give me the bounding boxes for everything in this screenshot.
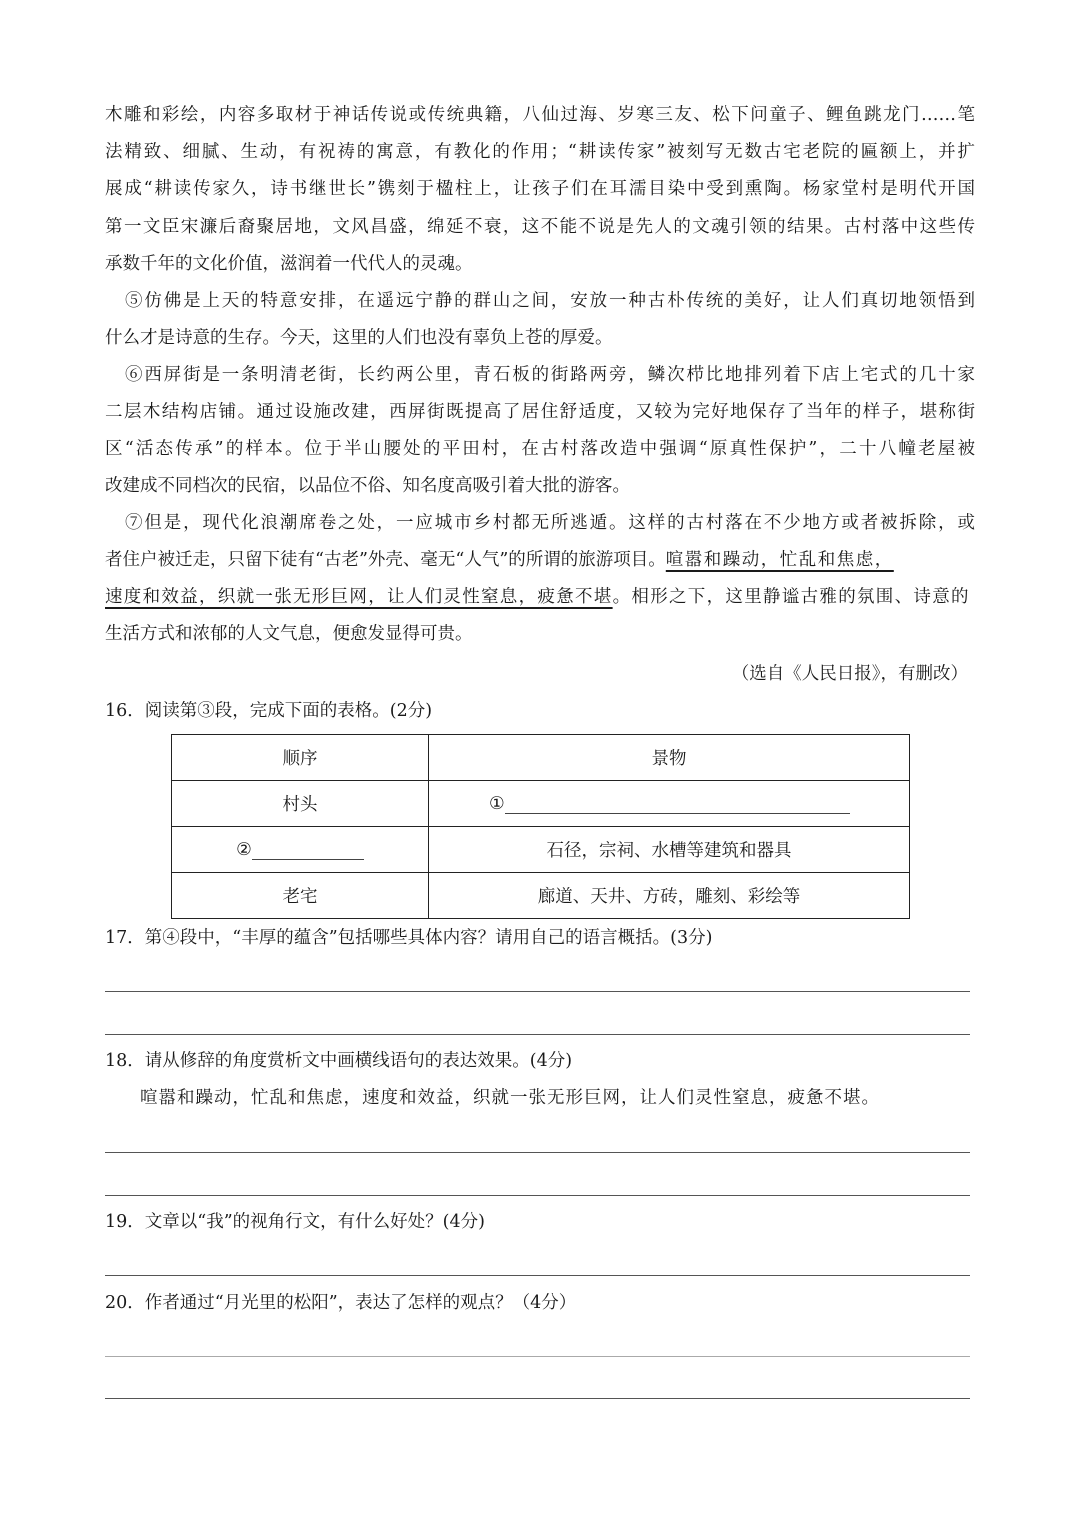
question-16: 16．阅读第③段，完成下面的表格。(2分) — [105, 701, 433, 721]
underlined-sentence: 喧嚣和躁动，忙乱和焦虑， — [665, 550, 894, 570]
header-cell: 顺序 — [172, 735, 429, 781]
answer-line[interactable] — [105, 991, 970, 992]
answer-line[interactable] — [105, 1398, 970, 1399]
answer-line[interactable] — [105, 1356, 970, 1357]
paragraph-7: ⑦但是，现代化浪潮席卷之处，一应城市乡村都无所逃遁。这样的古村落在不少地方或者被拆除，或 — [125, 513, 975, 533]
passage-line: 改建成不同档次的民宿，以品位不俗、知名度高吸引着大批的游客。 — [105, 476, 630, 496]
question-17: 17．第④段中，“丰厚的蕴含”包括哪些具体内容？请用自己的语言概括。(3分) — [105, 928, 713, 948]
question-18-quote: 喧嚣和躁动，忙乱和焦虑，速度和效益，织就一张无形巨网，让人们灵性窒息，疲惫不堪。 — [140, 1088, 880, 1108]
underlined-sentence: 速度和效益，织就一张无形巨网，让人们灵性窒息，疲惫不堪 — [105, 587, 613, 607]
passage-line: 法精致、细腻、生动，有祝祷的寓意，有教化的作用；“耕读传家”被刻写无数古宅老院的匾额上，并扩 — [105, 142, 975, 162]
source-citation: （选自《人民日报》，有删改） — [731, 664, 968, 684]
answer-line[interactable] — [105, 1152, 970, 1153]
passage-line — [105, 548, 975, 572]
blank-label: ② — [236, 839, 252, 860]
header-cell: 景物 — [429, 735, 910, 781]
passage-line: 展成“耕读传家久，诗书继世长”镌刻于楹柱上，让孩子们在耳濡目染中受到熏陶。杨家堂村是明代开国 — [105, 179, 975, 199]
text: 。相形之下，这里静谧古雅的氛围、诗意的 — [612, 587, 970, 607]
passage-line: 二层木结构店铺。通过设施改建，西屏街既提高了居住舒适度，又较为完好地保存了当年的样子，堪称街 — [105, 402, 975, 422]
paragraph-5: ⑤仿佛是上天的特意安排，在遥远宁静的群山之间，安放一种古朴传统的美好，让人们真切地领悟到 — [125, 291, 975, 311]
question-20: 20．作者通过“月光里的松阳”，表达了怎样的观点？（4分） — [105, 1293, 577, 1313]
question-18: 18．请从修辞的角度赏析文中画横线语句的表达效果。(4分) — [105, 1051, 573, 1071]
table-cell: 石径，宗祠、水槽等建筑和器具 — [429, 827, 910, 873]
answer-line[interactable] — [105, 1034, 970, 1035]
answer-line[interactable] — [105, 1195, 970, 1196]
passage-line: 第一文臣宋濂后裔聚居地，文风昌盛，绵延不衰，这不能不说是先人的文魂引领的结果。古村落中这些传 — [105, 217, 975, 237]
paragraph-6: ⑥西屏街是一条明清老街，长约两公里，青石板的街路两旁，鳞次栉比地排列着下店上宅式的几十家 — [125, 365, 975, 385]
passage-line: 什么才是诗意的生存。今天，这里的人们也没有辜负上苍的厚爱。 — [105, 328, 613, 348]
text: 者住户被迁走，只留下徒有“古老”外壳、毫无“人气”的所谓的旅游项目。 — [105, 550, 666, 570]
table-cell[interactable] — [429, 781, 910, 827]
passage-line: 承数千年的文化价值，滋润着一代代人的灵魂。 — [105, 254, 473, 274]
answer-table — [171, 734, 910, 919]
blank-label: ① — [489, 793, 505, 814]
table-cell: 村头 — [172, 781, 429, 827]
table-cell: 老宅 — [172, 873, 429, 919]
passage-line: 区“活态传承”的样本。位于半山腰处的平田村，在古村落改造中强调“原真性保护”，二十八幢老屋被 — [105, 439, 975, 459]
question-19: 19．文章以“我”的视角行文，有什么好处？(4分) — [105, 1212, 485, 1232]
answer-blank[interactable] — [252, 841, 364, 860]
table-header-row — [172, 735, 910, 781]
table-row — [172, 827, 910, 873]
table-cell: 廊道、天井、方砖，雕刻、彩绘等 — [429, 873, 910, 919]
answer-blank[interactable] — [505, 795, 850, 814]
table-row — [172, 781, 910, 827]
table-cell[interactable] — [172, 827, 429, 873]
answer-line[interactable] — [105, 1275, 970, 1276]
passage-line: 生活方式和浓郁的人文气息，便愈发显得可贵。 — [105, 624, 473, 644]
passage-line: 木雕和彩绘，内容多取材于神话传说或传统典籍，八仙过海、岁寒三友、松下问童子、鲤鱼跳龙门……笔 — [105, 105, 975, 125]
passage-line — [105, 585, 975, 609]
table-row — [172, 873, 910, 919]
